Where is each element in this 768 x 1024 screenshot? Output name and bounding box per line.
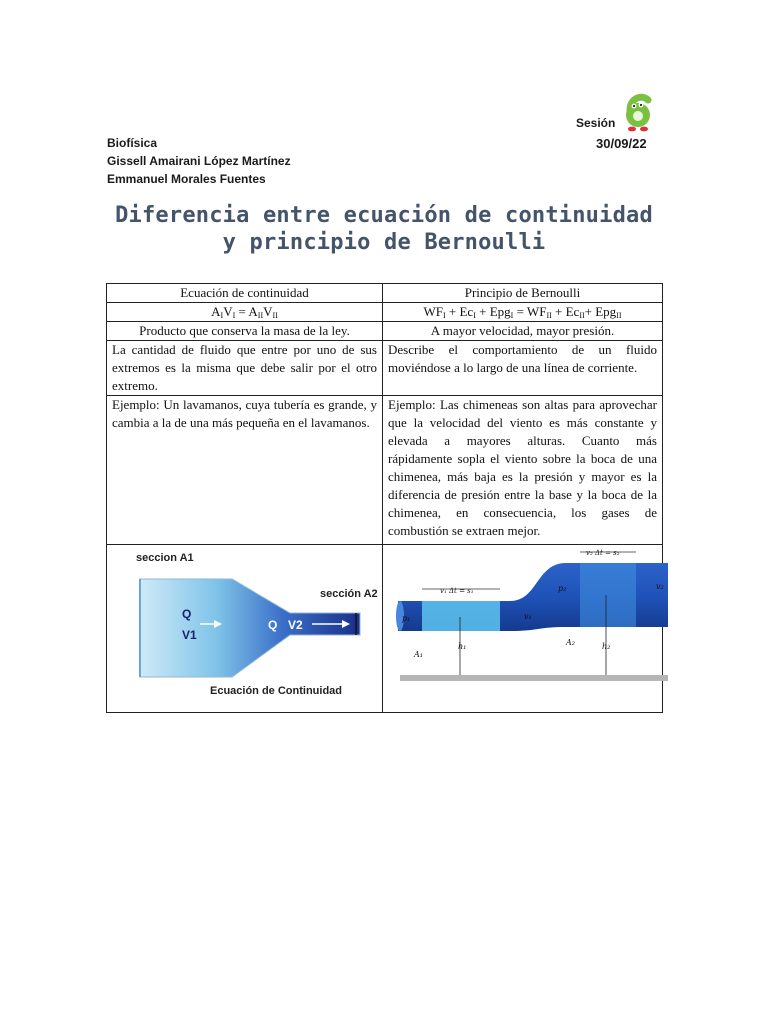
table-row [107,341,663,396]
label-p1: p₁ [402,614,411,623]
number-six-mascot-icon [620,92,656,132]
label-s2: v₂ Δt = s₂ [586,549,620,557]
author-2: Emmanuel Morales Fuentes [107,172,266,186]
label-v2: v₂ [656,582,664,591]
label-a2: A₂ [566,638,575,647]
fluid-segment-2 [580,563,636,627]
label-s1: v₁ Δt = s₁ [440,587,474,595]
description-continuity: La cantidad de fluido que entre por uno de sus extremos es la misma que debe salir por el otro extremo. [107,341,383,396]
label-v1: V1 [182,628,197,642]
label-p2: p₂ [558,584,567,593]
ground-line [400,675,668,681]
continuity-figure-cell [107,545,383,713]
date: 30/09/22 [596,136,647,151]
label-q1: Q [182,607,192,621]
comparison-table [106,283,663,713]
table-row [107,284,663,303]
sesion-label: Sesión [576,116,616,130]
formula-bernoulli: $WF_I + Ec_I + Epg_I = WF_{II} + Ec_{II}+ Epg_{II}$ [383,303,663,322]
table-row [107,322,663,341]
label-a1: A₁ [414,650,423,659]
author-1: Gissell Amairani López Martínez [107,154,291,168]
figure-caption: Ecuación de Continuidad [210,685,343,697]
header-continuity: Ecuación de continuidad [107,284,383,303]
label-section-a2: sección A2 [320,588,378,600]
page-title: Diferencia entre ecuación de continuidad y principio de Bernoulli [115,203,653,255]
fluid-segment-1 [422,601,500,631]
table-row [107,303,663,322]
label-q2: Q [268,618,278,632]
label-v2: V2 [288,618,303,632]
header-bernoulli: Principio de Bernoulli [383,284,663,303]
summary-bernoulli: A mayor velocidad, mayor presión. [383,322,663,341]
label-h1: h₁ [458,642,467,651]
bernoulli-figure-cell [383,545,663,713]
formula-continuity: $A_IV_I = A_{II}V_{II}$ [107,303,383,322]
label-h2: h₂ [602,642,611,651]
label-v1: v₁ [524,612,532,621]
continuity-diagram [112,545,388,707]
bernoulli-diagram [388,545,668,707]
course-name: Biofísica [107,136,158,150]
summary-continuity: Producto que conserva la masa de la ley. [107,322,383,341]
example-continuity: Ejemplo: Un lavamanos, cuya tubería es grande, y cambia a la de una más pequeña en el lavamanos. [107,396,383,545]
table-row [107,545,663,713]
description-bernoulli: Describe el comportamiento de un fluido moviéndose a lo largo de una línea de corriente. [383,341,663,396]
example-bernoulli: Ejemplo: Las chimeneas son altas para aprovechar que la velocidad del viento es más constante y elevada a mayores alturas. Cuanto más rápidamente sopla el viento sobre la boca de una chimenea, más baja es la presión y mayor es la diferencia de presión entre la base y la boca de la chimenea, en consecuencia, los gases de combustión se extraen mejor. [383,396,663,545]
table-row [107,396,663,545]
label-section-a1: seccion A1 [136,552,194,564]
